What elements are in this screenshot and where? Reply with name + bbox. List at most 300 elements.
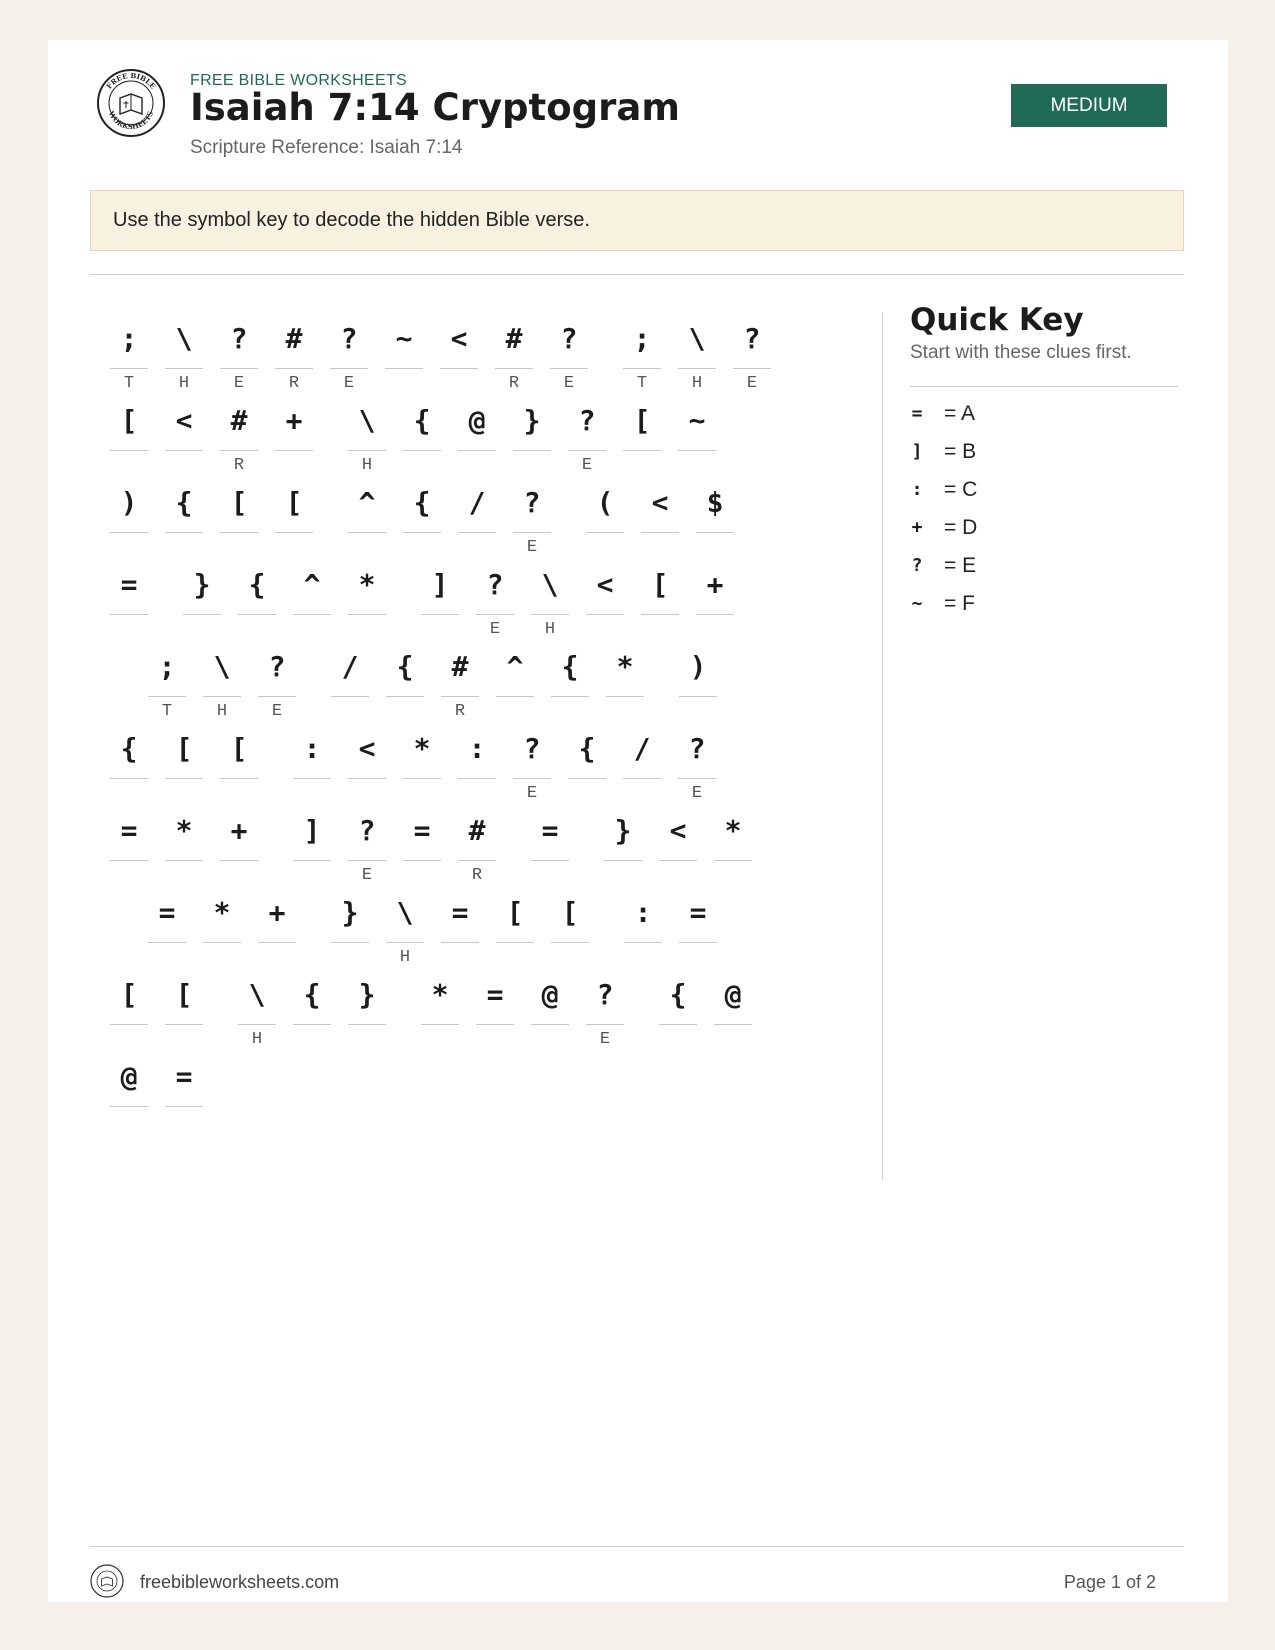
answer-line xyxy=(551,696,589,697)
cipher-cell[interactable] xyxy=(641,476,679,556)
cipher-cell[interactable] xyxy=(110,1050,148,1130)
quick-key-title: Quick Key xyxy=(910,302,1084,338)
cipher-cell[interactable] xyxy=(183,558,221,638)
cipher-cell[interactable] xyxy=(165,968,203,1048)
cipher-cell[interactable] xyxy=(441,640,479,720)
cipher-symbol: ~ xyxy=(395,322,413,355)
answer-letter xyxy=(604,866,642,886)
cipher-cell[interactable] xyxy=(496,886,534,966)
cipher-symbol: * xyxy=(616,650,634,683)
cipher-cell[interactable] xyxy=(696,476,734,556)
answer-letter xyxy=(110,538,148,558)
quick-key-entry xyxy=(910,434,1170,470)
answer-letter: R xyxy=(454,702,466,721)
cipher-cell[interactable] xyxy=(330,312,368,392)
cipher-cell[interactable] xyxy=(586,558,624,638)
cipher-symbol: = xyxy=(120,814,138,847)
answer-line xyxy=(165,532,203,533)
answer-letter xyxy=(348,784,386,804)
cipher-symbol: = xyxy=(451,896,469,929)
answer-line xyxy=(330,368,368,369)
answer-letter xyxy=(165,866,203,886)
answer-line xyxy=(550,368,588,369)
cipher-cell[interactable] xyxy=(678,722,716,802)
cipher-symbol: \ xyxy=(396,896,414,929)
answer-line xyxy=(496,696,534,697)
cipher-symbol: : xyxy=(468,732,486,765)
cipher-symbol: [ xyxy=(120,978,138,1011)
cipher-cell[interactable] xyxy=(586,968,624,1048)
answer-line xyxy=(165,1106,203,1107)
answer-letter xyxy=(458,456,496,476)
cipher-symbol: [ xyxy=(651,568,669,601)
answer-line xyxy=(678,778,716,779)
answer-letter xyxy=(531,1030,569,1050)
cipher-cell[interactable] xyxy=(293,722,331,802)
answer-line xyxy=(659,860,697,861)
quick-key-entry xyxy=(910,472,1170,508)
cipher-cell[interactable] xyxy=(220,394,258,474)
answer-line xyxy=(385,368,423,369)
cipher-symbol: \ xyxy=(541,568,559,601)
answer-letter xyxy=(678,456,716,476)
cipher-symbol: [ xyxy=(175,978,193,1011)
answer-letter: H xyxy=(544,620,556,639)
answer-line xyxy=(165,450,203,451)
cipher-cell[interactable] xyxy=(513,476,551,556)
cipher-cell[interactable] xyxy=(110,476,148,556)
quick-key-entry xyxy=(910,396,1170,432)
cipher-symbol: ? xyxy=(578,404,596,437)
cipher-symbol: = xyxy=(120,568,138,601)
cipher-symbol: { xyxy=(413,404,431,437)
answer-line xyxy=(220,368,258,369)
cipher-cell[interactable] xyxy=(110,804,148,884)
answer-letter xyxy=(679,948,717,968)
cipher-cell[interactable] xyxy=(624,886,662,966)
cipher-cell[interactable] xyxy=(258,886,296,966)
cipher-symbol: ) xyxy=(689,650,707,683)
cipher-symbol: ? xyxy=(688,732,706,765)
answer-letter xyxy=(165,1112,203,1132)
answer-letter: E xyxy=(526,784,538,803)
answer-line xyxy=(203,942,241,943)
answer-letter xyxy=(148,948,186,968)
answer-line xyxy=(348,1024,386,1025)
answer-line xyxy=(623,778,661,779)
answer-line xyxy=(679,942,717,943)
answer-letter xyxy=(258,948,296,968)
cipher-cell[interactable] xyxy=(348,558,386,638)
cipher-cell[interactable] xyxy=(550,312,588,392)
cipher-symbol: ? xyxy=(523,486,541,519)
cipher-cell[interactable] xyxy=(275,476,313,556)
answer-letter: E xyxy=(233,374,245,393)
answer-line xyxy=(531,1024,569,1025)
instructions-box: Use the symbol key to decode the hidden Bible verse. xyxy=(90,190,1184,251)
cipher-cell[interactable] xyxy=(606,640,644,720)
answer-line xyxy=(220,450,258,451)
cipher-cell[interactable] xyxy=(495,312,533,392)
cipher-symbol: \ xyxy=(358,404,376,437)
answer-line xyxy=(624,942,662,943)
cipher-symbol: ? xyxy=(596,978,614,1011)
answer-letter xyxy=(441,948,479,968)
cipher-cell[interactable] xyxy=(165,804,203,884)
answer-letter xyxy=(714,1030,752,1050)
answer-line xyxy=(623,450,661,451)
cipher-symbol: [ xyxy=(285,486,303,519)
answer-letter xyxy=(714,866,752,886)
cipher-cell[interactable] xyxy=(714,968,752,1048)
cipher-symbol: = xyxy=(413,814,431,847)
answer-letter xyxy=(476,1030,514,1050)
answer-letter xyxy=(458,538,496,558)
cipher-symbol: [ xyxy=(633,404,651,437)
quick-key-value: = C xyxy=(944,478,978,501)
cipher-cell[interactable] xyxy=(476,968,514,1048)
answer-letter xyxy=(679,702,717,722)
scripture-reference: Scripture Reference: Isaiah 7:14 xyxy=(190,137,463,158)
cipher-symbol: * xyxy=(724,814,742,847)
answer-line xyxy=(165,1024,203,1025)
cipher-cell[interactable] xyxy=(203,886,241,966)
cipher-cell[interactable] xyxy=(604,804,642,884)
cipher-cell[interactable] xyxy=(421,968,459,1048)
answer-letter xyxy=(293,1030,331,1050)
answer-letter xyxy=(220,784,258,804)
cipher-symbol: * xyxy=(213,896,231,929)
answer-line xyxy=(403,860,441,861)
cipher-symbol: < xyxy=(450,322,468,355)
cipher-cell[interactable] xyxy=(148,886,186,966)
answer-line xyxy=(421,1024,459,1025)
quick-key-entry xyxy=(910,586,1170,622)
cipher-symbol: { xyxy=(303,978,321,1011)
answer-line xyxy=(165,778,203,779)
answer-line xyxy=(696,614,734,615)
cipher-symbol: @ xyxy=(468,404,486,437)
quick-key-symbol: ? xyxy=(911,555,923,576)
answer-letter xyxy=(403,456,441,476)
answer-line xyxy=(458,860,496,861)
quick-key-value: = F xyxy=(944,592,975,615)
answer-letter: H xyxy=(691,374,703,393)
cipher-symbol: + xyxy=(230,814,248,847)
answer-line xyxy=(348,532,386,533)
cipher-symbol: [ xyxy=(506,896,524,929)
cipher-symbol: / xyxy=(341,650,359,683)
cipher-symbol: [ xyxy=(175,732,193,765)
answer-letter xyxy=(421,620,459,640)
answer-line xyxy=(733,368,771,369)
cipher-cell[interactable] xyxy=(110,722,148,802)
cipher-symbol: ( xyxy=(596,486,614,519)
answer-letter: E xyxy=(746,374,758,393)
cipher-symbol: : xyxy=(303,732,321,765)
cipher-cell[interactable] xyxy=(403,476,441,556)
logo-text-top: FREE BIBLE xyxy=(104,70,158,91)
cipher-cell[interactable] xyxy=(513,394,551,474)
cipher-cell[interactable] xyxy=(331,640,369,720)
cipher-symbol: # xyxy=(285,322,303,355)
cipher-cell[interactable] xyxy=(679,886,717,966)
quick-key-entry xyxy=(910,548,1170,584)
cipher-cell[interactable] xyxy=(678,394,716,474)
footer-divider xyxy=(90,1546,1184,1547)
cipher-symbol: ? xyxy=(560,322,578,355)
answer-letter xyxy=(641,620,679,640)
answer-line xyxy=(606,696,644,697)
cipher-symbol: { xyxy=(175,486,193,519)
answer-line xyxy=(220,860,258,861)
answer-letter xyxy=(275,456,313,476)
cipher-cell[interactable] xyxy=(348,394,386,474)
answer-line xyxy=(531,614,569,615)
cipher-symbol: # xyxy=(468,814,486,847)
answer-letter: E xyxy=(563,374,575,393)
answer-letter: R xyxy=(233,456,245,475)
answer-line xyxy=(513,450,551,451)
cipher-cell[interactable] xyxy=(293,558,331,638)
answer-letter xyxy=(110,784,148,804)
cipher-cell[interactable] xyxy=(641,558,679,638)
cipher-cell[interactable] xyxy=(496,640,534,720)
answer-letter xyxy=(696,538,734,558)
cipher-cell[interactable] xyxy=(238,968,276,1048)
cipher-cell[interactable] xyxy=(696,558,734,638)
cipher-cell[interactable] xyxy=(165,1050,203,1130)
answer-line xyxy=(110,614,148,615)
answer-line xyxy=(403,450,441,451)
cipher-cell[interactable] xyxy=(531,968,569,1048)
cipher-symbol: = xyxy=(175,1060,193,1093)
cipher-symbol: \ xyxy=(213,650,231,683)
answer-line xyxy=(476,1024,514,1025)
cipher-cell[interactable] xyxy=(403,722,441,802)
cipher-cell[interactable] xyxy=(220,722,258,802)
answer-line xyxy=(110,1106,148,1107)
answer-letter xyxy=(165,1030,203,1050)
cipher-symbol: + xyxy=(268,896,286,929)
cipher-cell[interactable] xyxy=(531,804,569,884)
cipher-symbol: ^ xyxy=(506,650,524,683)
cipher-cell[interactable] xyxy=(458,722,496,802)
cipher-symbol: \ xyxy=(248,978,266,1011)
cipher-cell[interactable] xyxy=(403,804,441,884)
cipher-cell[interactable] xyxy=(714,804,752,884)
cipher-cell[interactable] xyxy=(513,722,551,802)
cipher-cell[interactable] xyxy=(165,312,203,392)
cipher-cell[interactable] xyxy=(148,640,186,720)
cipher-cell[interactable] xyxy=(386,640,424,720)
cipher-cell[interactable] xyxy=(348,722,386,802)
answer-line xyxy=(148,696,186,697)
answer-letter xyxy=(386,702,424,722)
answer-line xyxy=(623,368,661,369)
cipher-symbol: } xyxy=(523,404,541,437)
cipher-cell[interactable] xyxy=(110,312,148,392)
answer-letter xyxy=(659,866,697,886)
cipher-cell[interactable] xyxy=(679,640,717,720)
answer-letter xyxy=(586,620,624,640)
cipher-cell[interactable] xyxy=(623,722,661,802)
cipher-cell[interactable] xyxy=(258,640,296,720)
answer-letter xyxy=(623,784,661,804)
cipher-symbol: * xyxy=(413,732,431,765)
answer-line xyxy=(678,368,716,369)
cipher-symbol: } xyxy=(341,896,359,929)
answer-letter: H xyxy=(251,1030,263,1049)
cipher-cell[interactable] xyxy=(440,312,478,392)
cipher-cell[interactable] xyxy=(220,476,258,556)
cipher-cell[interactable] xyxy=(348,804,386,884)
answer-letter: R xyxy=(508,374,520,393)
answer-line xyxy=(165,860,203,861)
cipher-symbol: ? xyxy=(486,568,504,601)
cipher-symbol: } xyxy=(614,814,632,847)
cipher-symbol: ^ xyxy=(303,568,321,601)
cipher-cell[interactable] xyxy=(421,558,459,638)
answer-letter xyxy=(110,1030,148,1050)
cipher-cell[interactable] xyxy=(551,886,589,966)
cipher-symbol: [ xyxy=(230,486,248,519)
cipher-cell[interactable] xyxy=(458,394,496,474)
answer-letter xyxy=(606,702,644,722)
cipher-cell[interactable] xyxy=(238,558,276,638)
cipher-cell[interactable] xyxy=(110,558,148,638)
answer-line xyxy=(568,778,606,779)
cipher-symbol: # xyxy=(230,404,248,437)
answer-letter xyxy=(403,538,441,558)
cipher-cell[interactable] xyxy=(551,640,589,720)
answer-letter xyxy=(496,948,534,968)
worksheet-page xyxy=(48,40,1228,1602)
answer-line xyxy=(183,614,221,615)
cipher-cell[interactable] xyxy=(275,312,313,392)
cipher-symbol: * xyxy=(431,978,449,1011)
answer-line xyxy=(331,696,369,697)
cipher-symbol: ? xyxy=(523,732,541,765)
cipher-cell[interactable] xyxy=(623,394,661,474)
cipher-cell[interactable] xyxy=(476,558,514,638)
cipher-symbol: < xyxy=(651,486,669,519)
answer-line xyxy=(403,532,441,533)
cipher-cell[interactable] xyxy=(331,886,369,966)
cipher-cell[interactable] xyxy=(220,804,258,884)
cipher-cell[interactable] xyxy=(165,476,203,556)
cipher-cell[interactable] xyxy=(659,804,697,884)
cipher-cell[interactable] xyxy=(385,312,423,392)
cipher-symbol: + xyxy=(285,404,303,437)
cipher-symbol: { xyxy=(413,486,431,519)
quick-key-symbol: : xyxy=(911,479,923,500)
cipher-cell[interactable] xyxy=(165,722,203,802)
cipher-cell[interactable] xyxy=(568,394,606,474)
cipher-cell[interactable] xyxy=(733,312,771,392)
cipher-cell[interactable] xyxy=(293,804,331,884)
cipher-symbol: < xyxy=(669,814,687,847)
answer-line xyxy=(348,860,386,861)
cipher-cell[interactable] xyxy=(110,968,148,1048)
cipher-cell[interactable] xyxy=(586,476,624,556)
cipher-symbol: ] xyxy=(303,814,321,847)
cipher-cell[interactable] xyxy=(531,558,569,638)
cipher-cell[interactable] xyxy=(659,968,697,1048)
quick-key-symbol: = xyxy=(911,403,923,424)
cipher-cell[interactable] xyxy=(623,312,661,392)
cipher-symbol: = xyxy=(486,978,504,1011)
answer-line xyxy=(458,450,496,451)
cipher-cell[interactable] xyxy=(458,476,496,556)
cipher-cell[interactable] xyxy=(348,968,386,1048)
answer-letter: T xyxy=(636,374,648,393)
cipher-cell[interactable] xyxy=(441,886,479,966)
cipher-symbol: ; xyxy=(120,322,138,355)
cipher-cell[interactable] xyxy=(293,968,331,1048)
answer-line xyxy=(386,696,424,697)
answer-line xyxy=(678,450,716,451)
answer-line xyxy=(476,614,514,615)
answer-letter xyxy=(659,1030,697,1050)
cipher-symbol: / xyxy=(633,732,651,765)
answer-line xyxy=(331,942,369,943)
cipher-cell[interactable] xyxy=(678,312,716,392)
cipher-symbol: \ xyxy=(175,322,193,355)
cipher-symbol: # xyxy=(505,322,523,355)
page-number: Page 1 of 2 xyxy=(1063,1572,1156,1592)
cipher-symbol: ] xyxy=(431,568,449,601)
cipher-symbol: / xyxy=(468,486,486,519)
quick-key-value: = D xyxy=(944,516,978,539)
answer-line xyxy=(386,942,424,943)
answer-letter xyxy=(551,948,589,968)
answer-letter xyxy=(440,374,478,394)
answer-line xyxy=(238,614,276,615)
footer-logo-icon xyxy=(90,1564,124,1598)
cipher-cell[interactable] xyxy=(203,640,241,720)
answer-letter xyxy=(641,538,679,558)
cipher-cell[interactable] xyxy=(220,312,258,392)
cipher-cell[interactable] xyxy=(458,804,496,884)
cipher-symbol: { xyxy=(561,650,579,683)
cipher-cell[interactable] xyxy=(386,886,424,966)
cipher-cell[interactable] xyxy=(275,394,313,474)
cipher-symbol: # xyxy=(451,650,469,683)
answer-letter xyxy=(165,538,203,558)
cipher-symbol: [ xyxy=(230,732,248,765)
cipher-symbol: \ xyxy=(688,322,706,355)
answer-letter xyxy=(110,456,148,476)
answer-line xyxy=(348,450,386,451)
answer-line xyxy=(348,778,386,779)
cipher-cell[interactable] xyxy=(568,722,606,802)
answer-line xyxy=(659,1024,697,1025)
answer-letter xyxy=(293,784,331,804)
cipher-symbol: * xyxy=(175,814,193,847)
answer-letter: E xyxy=(599,1030,611,1049)
answer-line xyxy=(586,1024,624,1025)
cipher-cell[interactable] xyxy=(348,476,386,556)
answer-letter xyxy=(458,784,496,804)
answer-line xyxy=(110,368,148,369)
answer-line xyxy=(568,450,606,451)
cipher-cell[interactable] xyxy=(110,394,148,474)
cipher-cell[interactable] xyxy=(165,394,203,474)
answer-letter xyxy=(624,948,662,968)
cipher-cell[interactable] xyxy=(403,394,441,474)
footer-website: freebibleworksheets.com xyxy=(140,1572,340,1592)
